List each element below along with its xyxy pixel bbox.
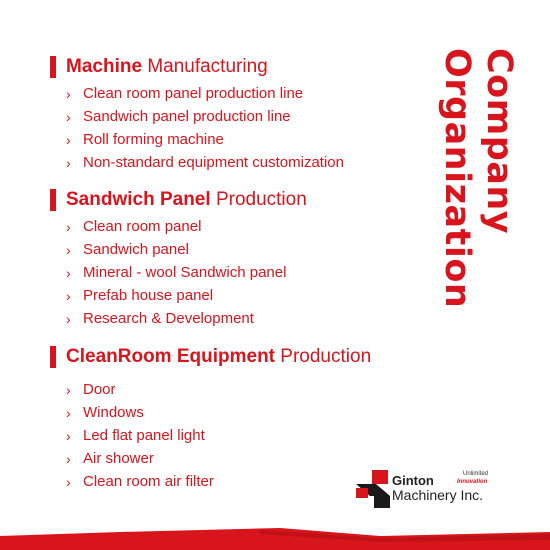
section-title	[66, 346, 371, 368]
list-item-label: Research & Development	[83, 310, 254, 327]
heading-accent-bar	[50, 189, 56, 211]
side-title-line2: Organization	[437, 48, 477, 309]
list-item-label: Led flat panel light	[83, 427, 205, 444]
section-title-light: Production	[280, 346, 372, 367]
chevron-right-icon: ›	[66, 427, 71, 444]
chevron-right-icon: ›	[66, 85, 71, 102]
company-logo	[356, 468, 506, 512]
section-cleanroom-equipment-production	[50, 344, 371, 493]
list-item	[50, 447, 371, 470]
list-item-label: Sandwich panel production line	[83, 108, 291, 125]
chevron-right-icon: ›	[66, 241, 71, 258]
heading-accent-bar	[50, 346, 56, 368]
list-item	[50, 378, 371, 401]
chevron-right-icon: ›	[66, 473, 71, 490]
list-item-label: Door	[83, 381, 116, 398]
section-title	[66, 56, 268, 78]
list-item-label: Sandwich panel	[83, 241, 189, 258]
section-title-light: Production	[215, 189, 307, 210]
chevron-right-icon: ›	[66, 287, 71, 304]
list-item-label: Clean room panel	[83, 218, 202, 235]
heading-accent-bar	[50, 56, 56, 78]
list-item	[50, 261, 307, 284]
list-item	[50, 151, 344, 174]
side-title-line1: Company	[479, 48, 519, 235]
list-item	[50, 284, 307, 307]
chevron-right-icon: ›	[66, 218, 71, 235]
section-title-bold: Machine	[66, 56, 143, 77]
side-title-company-organization	[436, 48, 520, 308]
chevron-right-icon: ›	[66, 381, 71, 398]
chevron-right-icon: ›	[66, 404, 71, 421]
chevron-right-icon: ›	[66, 310, 71, 327]
item-list	[50, 215, 307, 330]
section-sandwich-panel-production	[50, 187, 307, 330]
section-heading	[50, 54, 344, 80]
list-item	[50, 470, 371, 493]
chevron-right-icon: ›	[66, 450, 71, 467]
bottom-accent-band	[0, 528, 550, 550]
chevron-right-icon: ›	[66, 264, 71, 281]
list-item	[50, 307, 307, 330]
list-item-label: Roll forming machine	[83, 131, 224, 148]
section-heading	[50, 344, 371, 370]
section-title-bold: Sandwich Panel	[66, 189, 211, 210]
chevron-right-icon: ›	[66, 154, 71, 171]
list-item-label: Windows	[83, 404, 144, 421]
item-list	[50, 378, 371, 493]
section-title-light: Manufacturing	[147, 56, 268, 77]
chevron-right-icon: ›	[66, 131, 71, 148]
list-item-label: Prefab house panel	[83, 287, 214, 304]
list-item-label: Mineral - wool Sandwich panel	[83, 264, 287, 281]
logo-tagline-unlimited: Unlimited	[463, 471, 489, 477]
section-title	[66, 189, 307, 211]
list-item	[50, 424, 371, 447]
list-item	[50, 105, 344, 128]
list-item	[50, 401, 371, 424]
section-title-bold: CleanRoom Equipment	[66, 346, 276, 367]
logo-tagline-innovation: Innovation	[457, 479, 488, 485]
list-item-label: Non-standard equipment customization	[83, 154, 344, 171]
list-item	[50, 215, 307, 238]
list-item-label: Air shower	[83, 450, 154, 467]
logo-company-name: Machinery Inc.	[392, 487, 484, 503]
chevron-right-icon: ›	[66, 108, 71, 125]
section-machine-manufacturing	[50, 54, 344, 174]
logo-brand-name: Ginton	[392, 473, 434, 488]
list-item	[50, 82, 344, 105]
list-item-label: Clean room panel production line	[83, 85, 304, 102]
item-list	[50, 82, 344, 174]
list-item	[50, 238, 307, 261]
list-item-label: Clean room air filter	[83, 473, 214, 490]
section-heading	[50, 187, 307, 213]
list-item	[50, 128, 344, 151]
logo-mark-icon	[356, 468, 390, 510]
